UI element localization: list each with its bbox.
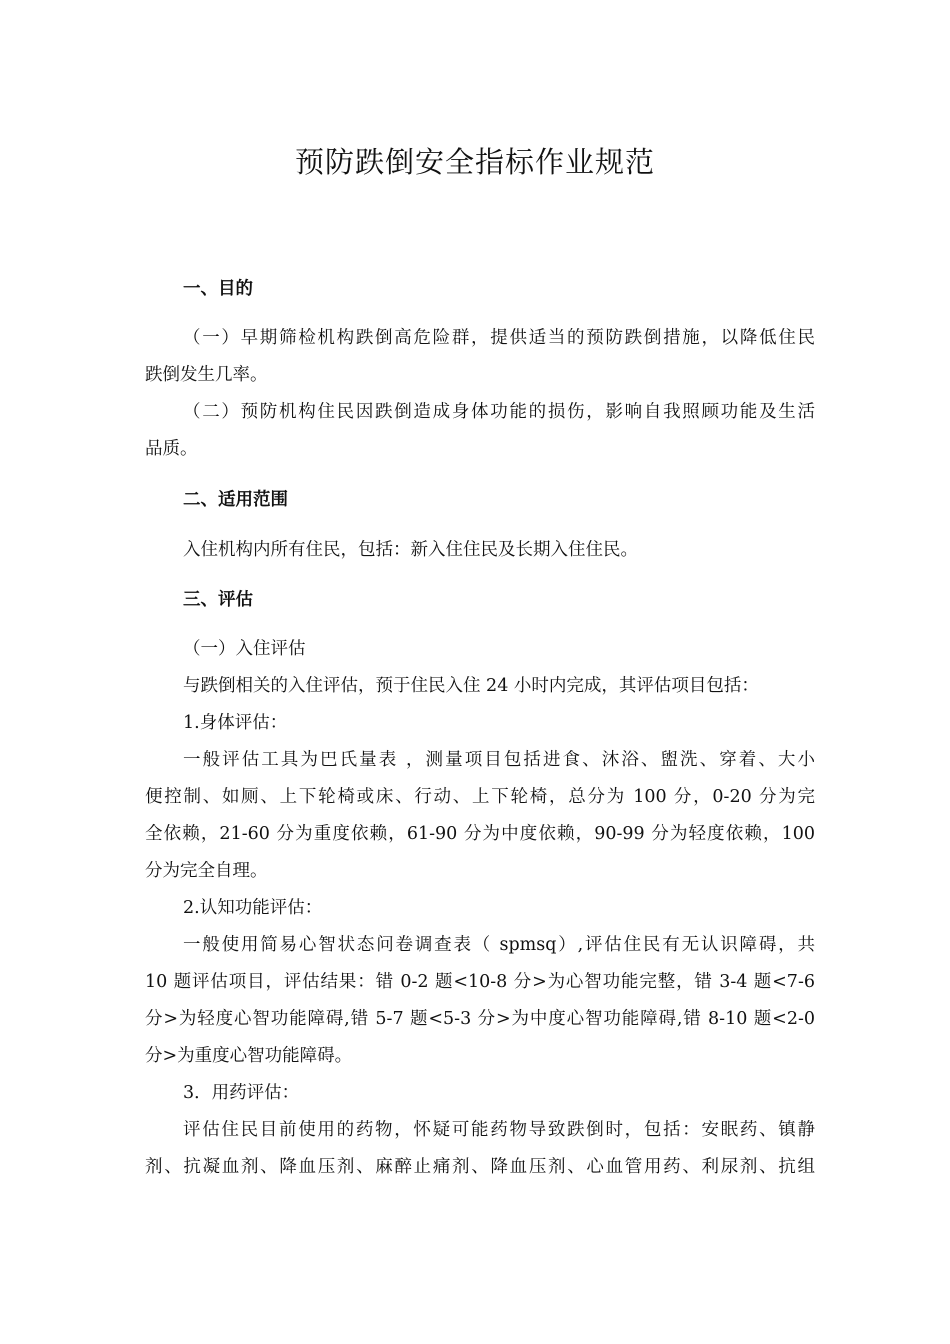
assessment-body xyxy=(145,631,815,1186)
paragraph-line: 一般评估工具为巴氏量表 ，测量项目包括进食、沐浴、盥洗、穿着、大小 xyxy=(183,750,815,770)
subsection-title: （一）入住评估 xyxy=(183,639,306,659)
paragraph-line: 评估住民目前使用的药物，怀疑可能药物导致跌倒时，包括：安眠药、镇静 xyxy=(183,1120,815,1140)
section-assessment xyxy=(145,582,815,619)
item-title: 1.身体评估： xyxy=(183,713,288,733)
page-title: 预防跌倒安全指标作业规范 xyxy=(294,145,655,179)
paragraph-line: 分为完全自理。 xyxy=(145,861,268,881)
section-purpose xyxy=(145,271,815,308)
paragraph-line: （一）早期筛检机构跌倒高危险群，提供适当的预防跌倒措施，以降低住民 xyxy=(183,328,815,348)
item-title: 2.认知功能评估： xyxy=(183,898,323,918)
section-scope xyxy=(145,482,815,519)
paragraph-line: 分>为重度心智功能障碍。 xyxy=(145,1046,353,1066)
paragraph-line: 分>为轻度心智功能障碍,错 5-7 题<5-3 分>为中度心智功能障碍,错 8-10 题<2-0 xyxy=(145,1009,815,1029)
paragraph xyxy=(145,320,815,468)
paragraph-line: 品质。 xyxy=(145,439,198,459)
section-heading: 一、目的 xyxy=(183,279,253,299)
paragraph-line: 全依赖，21-60 分为重度依赖，61-90 分为中度依赖，90-99 分为轻度依赖，100 xyxy=(145,824,815,844)
paragraph-line: 入住机构内所有住民，包括：新入住住民及长期入住住民。 xyxy=(183,540,638,560)
paragraph-line: 剂、抗凝血剂、降血压剂、麻醉止痛剂、降血压剂、心血管用药、利尿剂、抗组 xyxy=(145,1157,815,1177)
paragraph xyxy=(145,532,815,569)
item-title: 3．用药评估： xyxy=(183,1083,300,1103)
paragraph-line: 10 题评估项目，评估结果：错 0-2 题<10-8 分>为心智功能完整，错 3-4 题<7-6 xyxy=(145,972,815,992)
paragraph-line: （二）预防机构住民因跌倒造成身体功能的损伤，影响自我照顾功能及生活 xyxy=(183,402,815,422)
paragraph-line: 一般使用简易心智状态问卷调查表（ spmsq）,评估住民有无认识障碍，共 xyxy=(183,935,815,955)
paragraph-line: 与跌倒相关的入住评估，预于住民入住 24 小时内完成，其评估项目包括： xyxy=(183,676,759,696)
paragraph-line: 跌倒发生几率。 xyxy=(145,365,268,385)
paragraph-line: 便控制、如厕、上下轮椅或床、行动、上下轮椅，总分为 100 分，0-20 分为完 xyxy=(145,787,815,807)
section-heading: 三、评估 xyxy=(183,590,253,610)
section-heading: 二、适用范围 xyxy=(183,490,288,510)
